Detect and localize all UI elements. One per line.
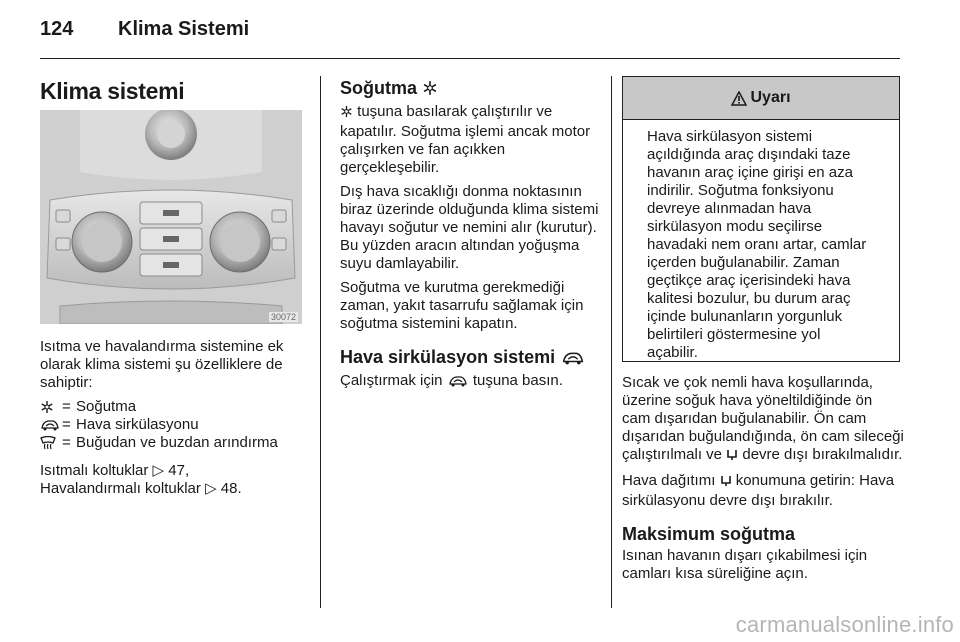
snowflake-icon [40, 398, 62, 416]
climate-control-photo [40, 110, 302, 324]
header-divider [40, 58, 900, 59]
photo-code: 30072 [270, 312, 296, 322]
recirculation-heading: Hava sirkülasyon sistemi [340, 347, 602, 370]
symbol-legend [40, 398, 302, 452]
intro-paragraph: Isıtma ve havalandırma sistemine ek olarak klima sistemi şu özelliklere de sahiptir: [40, 338, 284, 391]
snowflake-icon [340, 105, 353, 123]
column-divider-right [611, 76, 612, 608]
page-ref-arrow-icon: ▷ [205, 480, 217, 497]
column-divider-left [320, 76, 321, 608]
cooling-paragraph-2: Dış hava sıcaklığı donma noktasının biraz üzerinde olduğunda klima sistemi havayı soğutur ve nemini alır (kurutur). Bu yüzden aracın altından yoğuşma suyu damlayabilir. [340, 183, 599, 272]
air-distribution-feet-icon [726, 448, 738, 466]
warning-text: Hava sirkülasyon sistemi açıldığında araç dışındaki taze havanın araç içine girişi en aza indirilir. Soğutma fonksiyonu devreye alınmadan hava sirkülasyon modu seçilirse havadaki nem oranı artar, camlar içerden buğulanabilir. Zaman geçtikçe araç içerisindeki hava kalitesi bozulur, bu durum araç içinde bulunanların yorgunluk belirtileri göstermesine yol açabilir. [647, 128, 867, 361]
legend-item-cooling: = Soğutma [40, 398, 302, 416]
air-distribution-paragraph: Hava dağıtımı konumuna getirin: Hava sirkülasyonu devre dışı bırakılır. [622, 472, 895, 509]
watermark: carmanualsonline.info [735, 612, 954, 637]
recirculation-paragraph: Çalıştırmak için tuşuna basın. [340, 372, 602, 392]
cooling-paragraph-1: tuşuna basılarak çalıştırılır ve kapatılır. Soğutma işlemi ancak motor çalışırken ve fan açıkken gerçekleşebilir. [340, 103, 591, 176]
legend-item-defrost: = Buğudan ve buzdan arındırma [40, 434, 302, 452]
humid-weather-paragraph: Sıcak ve çok nemli hava koşullarında, üzerine soğuk hava yöneltildiğinde ön cam dışarıdan buğulanabilir. Ön cam dışarıdan buğulandığında, ön cam sileceği çalıştırılmalı ve devre dışı bırakılmalıdır. [622, 374, 904, 466]
max-cooling-heading: Maksimum soğutma [622, 524, 796, 544]
car-recirculation-icon [40, 416, 62, 434]
cooling-heading: Soğutma [340, 78, 602, 101]
section-title: Klima Sistemi [118, 18, 250, 40]
page-ref-arrow-icon: ▷ [152, 462, 165, 479]
car-recirculation-icon [560, 349, 586, 370]
page-number: 124 [40, 18, 74, 40]
warning-triangle-icon [731, 91, 747, 106]
climate-panel-illustration [40, 110, 302, 324]
windshield-defrost-icon [40, 434, 62, 452]
cooling-paragraph-3: Soğutma ve kurutma gerekmediği zaman, yakıt tasarrufu sağlamak için soğutma sistemini kapatın. [340, 279, 584, 332]
car-recirculation-icon [447, 374, 469, 392]
warning-box [622, 76, 900, 362]
heated-seats-reference: Isıtmalı koltuklar ▷ 47, [40, 462, 190, 479]
ventilated-seats-reference: Havalandırmalı koltuklar ▷ 48. [40, 480, 242, 497]
warning-header: Uyarı [623, 77, 899, 120]
max-cooling-paragraph: Isınan havanın dışarı çıkabilmesi için camları kısa süreliğine açın. [622, 547, 868, 582]
page-heading: Klima sistemi [40, 78, 185, 104]
legend-item-recirculation: = Hava sirkülasyonu [40, 416, 302, 434]
snowflake-icon [422, 80, 438, 101]
air-distribution-feet-icon [720, 474, 732, 492]
